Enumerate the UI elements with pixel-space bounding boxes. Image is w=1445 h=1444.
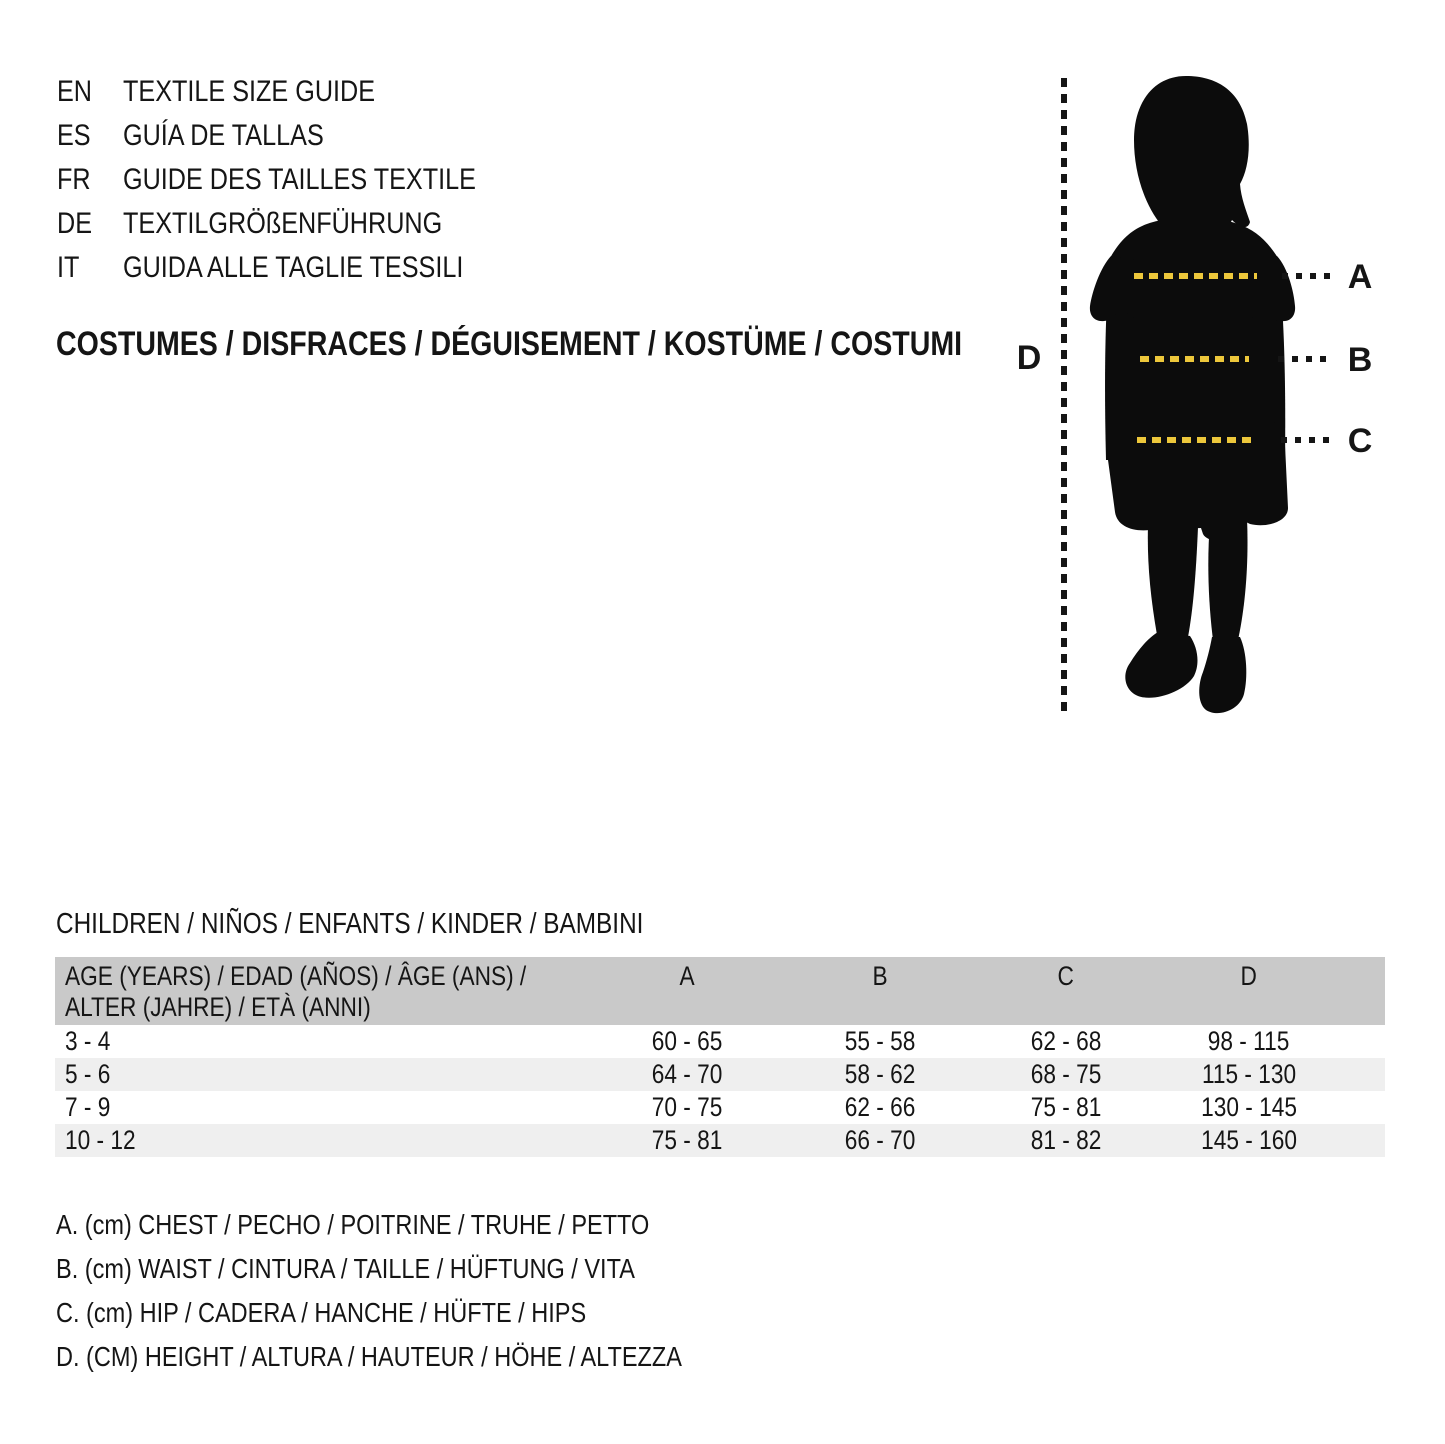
measure-label-d: D xyxy=(1016,339,1042,377)
waist-cell: 58 - 62 xyxy=(844,1059,916,1089)
language-row xyxy=(57,158,543,202)
table-row xyxy=(55,1058,1385,1091)
chest-cell: 70 - 75 xyxy=(651,1092,723,1122)
age-cell: 3 - 4 xyxy=(65,1026,111,1056)
column-header-d: D xyxy=(1240,961,1258,991)
language-code: EN xyxy=(57,75,93,108)
chest-cell: 75 - 81 xyxy=(651,1125,723,1155)
age-column-header: AGE (YEARS) / EDAD (AÑOS) / ÂGE (ANS) / ALTER (JAHRE) / ETÀ (ANNI) xyxy=(65,961,527,1022)
language-code: DE xyxy=(57,207,93,240)
table-row xyxy=(55,1025,1385,1058)
height-cell: 145 - 160 xyxy=(1201,1125,1297,1155)
language-row xyxy=(57,70,543,114)
column-header-b: B xyxy=(872,961,888,991)
measure-label-a: A xyxy=(1347,258,1373,296)
child-silhouette-icon xyxy=(1090,76,1295,713)
language-row xyxy=(57,114,543,158)
language-title: GUIDE DES TAILLES TEXTILE xyxy=(123,163,476,196)
hip-cell: 62 - 68 xyxy=(1030,1026,1102,1056)
right-shoe-shape xyxy=(1199,637,1246,713)
language-code: IT xyxy=(57,251,80,284)
language-title: GUIDA ALLE TAGLIE TESSILI xyxy=(123,251,464,284)
hip-cell: 75 - 81 xyxy=(1030,1092,1102,1122)
language-title: TEXTILGRÖßENFÜHRUNG xyxy=(123,207,443,240)
legend-item-chest: A. (cm) CHEST / PECHO / POITRINE / TRUHE / PETTO xyxy=(56,1209,650,1240)
language-row xyxy=(57,202,543,246)
height-cell: 130 - 145 xyxy=(1201,1092,1297,1122)
category-title: COSTUMES / DISFRACES / DÉGUISEMENT / KOSTÜME / COSTUMI xyxy=(56,325,963,363)
chest-cell: 60 - 65 xyxy=(651,1026,723,1056)
column-header-a: A xyxy=(679,961,695,991)
hip-cell: 81 - 82 xyxy=(1030,1125,1102,1155)
language-row xyxy=(57,246,543,290)
legend-item-height: D. (CM) HEIGHT / ALTURA / HAUTEUR / HÖHE / ALTEZZA xyxy=(56,1341,682,1372)
left-arm-shape xyxy=(1109,313,1136,460)
table-row xyxy=(55,1091,1385,1124)
age-cell: 10 - 12 xyxy=(65,1125,136,1155)
waist-cell: 62 - 66 xyxy=(844,1092,916,1122)
measure-label-c: C xyxy=(1347,422,1373,460)
legend-item-hip: C. (cm) HIP / CADERA / HANCHE / HÜFTE / HIPS xyxy=(56,1297,587,1328)
right-leg-shape xyxy=(1208,518,1247,640)
age-cell: 7 - 9 xyxy=(65,1092,111,1122)
measure-label-b: B xyxy=(1347,341,1373,379)
legend-item-waist: B. (cm) WAIST / CINTURA / TAILLE / HÜFTUNG / VITA xyxy=(56,1253,635,1284)
table-row xyxy=(55,1124,1385,1157)
language-code: ES xyxy=(57,119,91,152)
language-list xyxy=(57,70,543,290)
height-cell: 115 - 130 xyxy=(1201,1059,1297,1089)
right-sleeve-shape xyxy=(1249,256,1295,321)
waist-cell: 66 - 70 xyxy=(844,1125,916,1155)
language-title: TEXTILE SIZE GUIDE xyxy=(123,75,376,108)
language-title: GUÍA DE TALLAS xyxy=(123,119,324,152)
left-sleeve-shape xyxy=(1090,256,1137,321)
hip-cell: 68 - 75 xyxy=(1030,1059,1102,1089)
chest-cell: 64 - 70 xyxy=(651,1059,723,1089)
language-code: FR xyxy=(57,163,91,196)
left-leg-shape xyxy=(1148,525,1198,637)
shorts-shape xyxy=(1106,445,1288,541)
waist-cell: 55 - 58 xyxy=(844,1026,916,1056)
age-cell: 5 - 6 xyxy=(65,1059,111,1089)
column-header-c: C xyxy=(1057,961,1075,991)
measurement-legend xyxy=(56,1203,801,1379)
table-header-row xyxy=(55,957,1385,1025)
left-shoe-shape xyxy=(1125,632,1197,698)
right-arm-shape xyxy=(1250,313,1277,460)
height-cell: 98 - 115 xyxy=(1208,1026,1290,1056)
size-figure xyxy=(1000,60,1445,740)
size-table xyxy=(55,957,1385,1157)
children-section-heading: CHILDREN / NIÑOS / ENFANTS / KINDER / BAMBINI xyxy=(56,908,644,940)
